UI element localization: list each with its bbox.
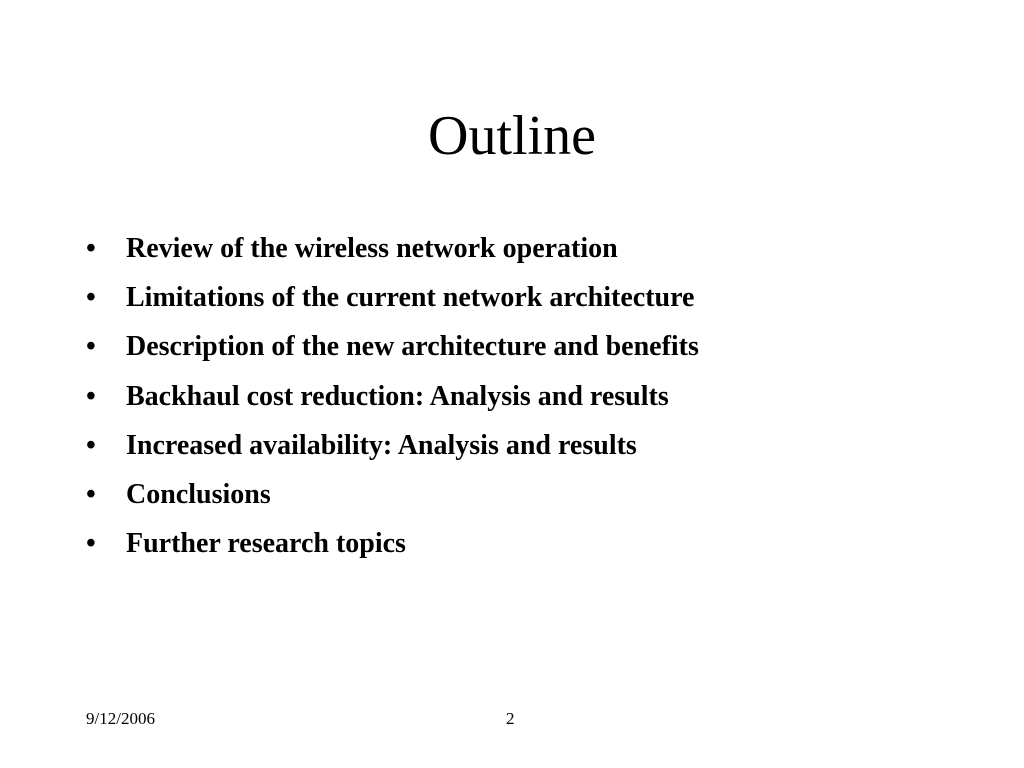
- bullet-item: [86, 376, 966, 425]
- bullet-dot-icon: •: [86, 282, 96, 314]
- bullet-dot-icon: •: [86, 233, 96, 264]
- bullet-text: Limitations of the current network architecture: [126, 282, 695, 314]
- bullet-text: Further research topics: [126, 528, 406, 560]
- bullet-item: [86, 523, 966, 572]
- bullet-dot-icon: •: [86, 478, 96, 510]
- bullet-dot-icon: •: [86, 380, 96, 412]
- bullet-text: Backhaul cost reduction: Analysis and results: [126, 380, 669, 412]
- bullet-item: [86, 277, 966, 326]
- bullet-list: [86, 228, 966, 572]
- bullet-text: Description of the new architecture and benefits: [126, 331, 699, 363]
- bullet-dot-icon: •: [86, 429, 96, 461]
- bullet-text: Review of the wireless network operation: [126, 233, 618, 264]
- bullet-item: [86, 326, 966, 375]
- bullet-dot-icon: •: [86, 528, 96, 560]
- footer-date: 9/12/2006: [86, 709, 155, 728]
- page-number: 2: [506, 709, 515, 728]
- bullet-dot-icon: •: [86, 331, 96, 363]
- bullet-item: [86, 474, 966, 523]
- slide-title: Outline: [428, 105, 596, 167]
- bullet-text: Conclusions: [126, 478, 271, 510]
- bullet-text: Increased availability: Analysis and results: [126, 429, 637, 461]
- bullet-item: [86, 228, 966, 277]
- bullet-item: [86, 425, 966, 474]
